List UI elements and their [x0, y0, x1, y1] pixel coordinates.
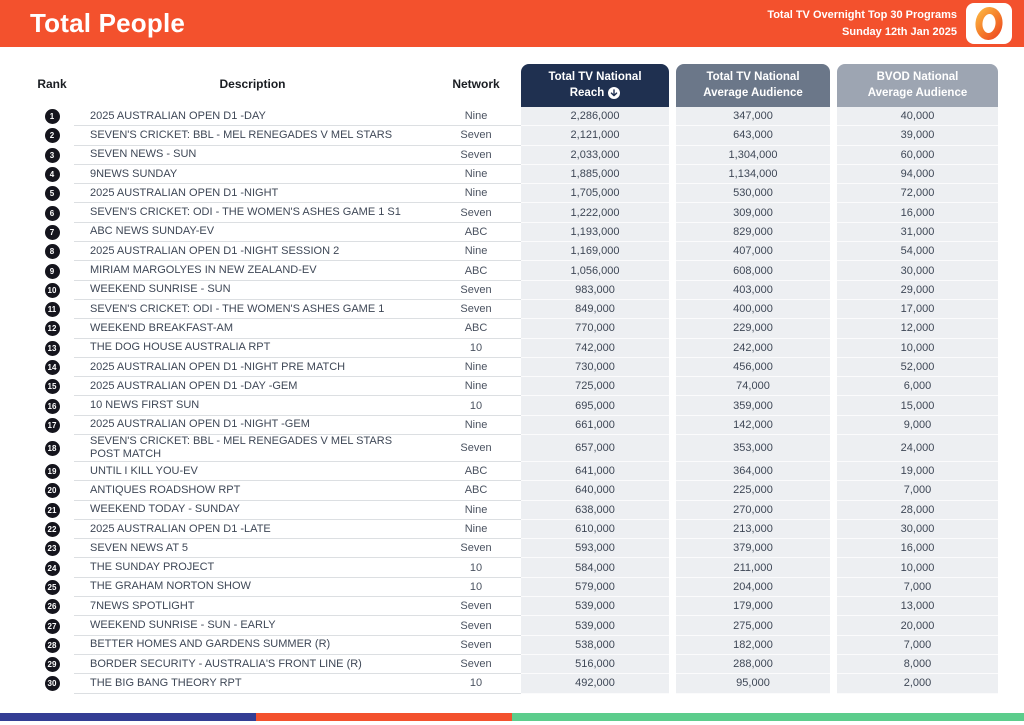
sort-descending-icon[interactable]: [608, 87, 620, 99]
reach-value-cell: 610,000: [521, 520, 669, 539]
rank-badge: 9: [45, 264, 60, 279]
footer-color-bar: [0, 713, 1024, 721]
reach-header-line1: Total TV National: [548, 70, 642, 83]
bvod-audience-value-cell: 7,000: [837, 481, 998, 500]
rank-badge: 18: [45, 441, 60, 456]
table-row: [30, 377, 998, 396]
average-audience-value-cell: 225,000: [676, 481, 830, 500]
table-row: [30, 396, 998, 415]
rank-cell: [30, 636, 74, 655]
table-row: [30, 223, 998, 242]
table-row: [30, 107, 998, 126]
reach-value-cell: 593,000: [521, 539, 669, 558]
network-cell: 10: [431, 674, 521, 693]
description-cell: [74, 539, 431, 558]
rank-cell: [30, 242, 74, 261]
network-cell: 10: [431, 339, 521, 358]
page-title: Total People: [30, 8, 186, 38]
bvod-audience-value-cell: 72,000: [837, 184, 998, 203]
description-cell: [74, 377, 431, 396]
average-audience-value-cell: 643,000: [676, 126, 830, 145]
bvod-audience-value-cell: 10,000: [837, 339, 998, 358]
bvod-audience-value-cell: 39,000: [837, 126, 998, 145]
bvod-audience-value-cell: 9,000: [837, 416, 998, 435]
reach-value-cell: 640,000: [521, 481, 669, 500]
average-audience-value-cell: 179,000: [676, 597, 830, 616]
reach-value-cell: 770,000: [521, 319, 669, 338]
table-row: [30, 203, 998, 222]
program-title: 7NEWS SPOTLIGHT: [90, 599, 195, 612]
average-audience-value-cell: 182,000: [676, 636, 830, 655]
network-cell: ABC: [431, 319, 521, 338]
description-cell: [74, 578, 431, 597]
bvod-audience-value-cell: 17,000: [837, 300, 998, 319]
network-cell: Seven: [431, 203, 521, 222]
reach-value-cell: 849,000: [521, 300, 669, 319]
average-audience-value-cell: 359,000: [676, 396, 830, 415]
column-header-description: Description: [219, 76, 286, 91]
reach-value-cell: 1,169,000: [521, 242, 669, 261]
program-title: ANTIQUES ROADSHOW RPT: [90, 483, 241, 496]
average-audience-value-cell: 142,000: [676, 416, 830, 435]
reach-value-cell: 1,056,000: [521, 261, 669, 280]
description-cell: [74, 396, 431, 415]
average-audience-value-cell: 95,000: [676, 674, 830, 693]
bvod-audience-value-cell: 12,000: [837, 319, 998, 338]
description-cell: [74, 184, 431, 203]
table-row: [30, 655, 998, 674]
table-row: [30, 539, 998, 558]
rank-badge: 19: [45, 464, 60, 479]
table-row: [30, 319, 998, 338]
program-title: WEEKEND TODAY - SUNDAY: [90, 503, 240, 516]
rank-badge: 23: [45, 541, 60, 556]
reach-value-cell: 695,000: [521, 396, 669, 415]
average-audience-value-cell: 74,000: [676, 377, 830, 396]
bvod-audience-value-cell: 30,000: [837, 261, 998, 280]
network-cell: ABC: [431, 261, 521, 280]
bvod-audience-value-cell: 8,000: [837, 655, 998, 674]
network-cell: ABC: [431, 481, 521, 500]
bvod-audience-value-cell: 31,000: [837, 223, 998, 242]
average-audience-value-cell: 204,000: [676, 578, 830, 597]
table-row: [30, 501, 998, 520]
rank-badge: 6: [45, 206, 60, 221]
rank-badge: 27: [45, 619, 60, 634]
average-audience-value-cell: 275,000: [676, 616, 830, 635]
average-audience-value-cell: 407,000: [676, 242, 830, 261]
description-cell: [74, 616, 431, 635]
bvod-audience-value-cell: 28,000: [837, 501, 998, 520]
rank-cell: [30, 300, 74, 319]
network-cell: Nine: [431, 520, 521, 539]
rank-cell: [30, 435, 74, 462]
table-row: [30, 300, 998, 319]
description-cell: [74, 462, 431, 481]
reach-value-cell: 1,705,000: [521, 184, 669, 203]
bvod-header-line2: Average Audience: [867, 86, 968, 99]
program-title: 2025 AUSTRALIAN OPEN D1 -NIGHT: [90, 186, 279, 199]
reach-value-cell: 538,000: [521, 636, 669, 655]
bvod-audience-value-cell: 15,000: [837, 396, 998, 415]
network-cell: Nine: [431, 416, 521, 435]
rank-badge: 1: [45, 109, 60, 124]
description-cell: [74, 223, 431, 242]
program-title: 2025 AUSTRALIAN OPEN D1 -NIGHT SESSION 2: [90, 244, 340, 257]
network-cell: Nine: [431, 107, 521, 126]
average-audience-value-cell: 309,000: [676, 203, 830, 222]
average-audience-value-cell: 242,000: [676, 339, 830, 358]
report-header: [0, 0, 1024, 47]
reach-value-cell: 641,000: [521, 462, 669, 481]
table-header: [30, 60, 998, 107]
rank-cell: [30, 165, 74, 184]
average-audience-value-cell: 1,304,000: [676, 146, 830, 165]
reach-value-cell: 2,121,000: [521, 126, 669, 145]
bvod-audience-value-cell: 94,000: [837, 165, 998, 184]
network-cell: ABC: [431, 223, 521, 242]
average-audience-value-cell: 456,000: [676, 358, 830, 377]
rank-badge: 16: [45, 399, 60, 414]
table-row: [30, 674, 998, 693]
reach-value-cell: 1,193,000: [521, 223, 669, 242]
table-row: [30, 126, 998, 145]
average-audience-value-cell: 829,000: [676, 223, 830, 242]
description-cell: [74, 339, 431, 358]
reach-value-cell: 516,000: [521, 655, 669, 674]
rank-badge: 5: [45, 186, 60, 201]
description-cell: [74, 597, 431, 616]
rank-cell: [30, 481, 74, 500]
average-audience-value-cell: 403,000: [676, 281, 830, 300]
rank-cell: [30, 358, 74, 377]
program-title: SEVEN NEWS AT 5: [90, 541, 189, 554]
program-title: SEVEN'S CRICKET: BBL - MEL RENEGADES V MEL STARS: [90, 128, 393, 141]
program-title: WEEKEND BREAKFAST-AM: [90, 321, 234, 334]
rank-badge: 15: [45, 379, 60, 394]
table-row: [30, 358, 998, 377]
reach-value-cell: 492,000: [521, 674, 669, 693]
reach-value-cell: 638,000: [521, 501, 669, 520]
rank-badge: 26: [45, 599, 60, 614]
rank-cell: [30, 597, 74, 616]
average-audience-value-cell: 608,000: [676, 261, 830, 280]
network-cell: Seven: [431, 616, 521, 635]
reach-value-cell: 1,885,000: [521, 165, 669, 184]
bvod-audience-value-cell: 19,000: [837, 462, 998, 481]
program-title: SEVEN'S CRICKET: ODI - THE WOMEN'S ASHES GAME 1: [90, 302, 385, 315]
bvod-audience-value-cell: 40,000: [837, 107, 998, 126]
rank-badge: 4: [45, 167, 60, 182]
average-audience-value-cell: 229,000: [676, 319, 830, 338]
column-header-network: Network: [452, 76, 500, 91]
report-date: Sunday 12th Jan 2025: [842, 25, 957, 38]
rank-badge: 24: [45, 561, 60, 576]
network-cell: Seven: [431, 597, 521, 616]
table-row: [30, 435, 998, 462]
network-cell: Seven: [431, 300, 521, 319]
oztam-logo: [966, 3, 1012, 44]
reach-value-cell: 579,000: [521, 578, 669, 597]
network-cell: Nine: [431, 358, 521, 377]
description-cell: [74, 520, 431, 539]
footer-bar-blue-segment: [0, 713, 256, 721]
description-cell: [74, 636, 431, 655]
table-row: [30, 597, 998, 616]
rank-cell: [30, 558, 74, 577]
table-row: [30, 146, 998, 165]
network-cell: Seven: [431, 636, 521, 655]
rank-badge: 3: [45, 148, 60, 163]
bvod-audience-value-cell: 7,000: [837, 578, 998, 597]
program-title: 2025 AUSTRALIAN OPEN D1 -NIGHT -GEM: [90, 418, 310, 431]
bvod-header-line1: BVOD National: [876, 70, 959, 83]
rank-cell: [30, 261, 74, 280]
network-cell: Seven: [431, 146, 521, 165]
description-cell: [74, 203, 431, 222]
average-audience-value-cell: 530,000: [676, 184, 830, 203]
average-audience-value-cell: 1,134,000: [676, 165, 830, 184]
program-title: 10 NEWS FIRST SUN: [90, 399, 200, 412]
rank-cell: [30, 520, 74, 539]
table-row: [30, 416, 998, 435]
rank-cell: [30, 146, 74, 165]
reach-value-cell: 2,286,000: [521, 107, 669, 126]
rank-cell: [30, 674, 74, 693]
program-title: BETTER HOMES AND GARDENS SUMMER (R): [90, 638, 331, 651]
average-audience-value-cell: 400,000: [676, 300, 830, 319]
rank-badge: 21: [45, 503, 60, 518]
rank-badge: 29: [45, 657, 60, 672]
table-row: [30, 616, 998, 635]
average-audience-value-cell: 347,000: [676, 107, 830, 126]
rank-badge: 28: [45, 638, 60, 653]
description-cell: [74, 146, 431, 165]
bvod-audience-value-cell: 10,000: [837, 558, 998, 577]
program-title: UNTIL I KILL YOU-EV: [90, 464, 198, 477]
footer-bar-green-segment: [512, 713, 1024, 721]
rank-badge: 30: [45, 676, 60, 691]
program-title: WEEKEND SUNRISE - SUN: [90, 283, 231, 296]
header-right: [767, 3, 1012, 44]
program-title: SEVEN NEWS - SUN: [90, 148, 197, 161]
bvod-audience-value-cell: 20,000: [837, 616, 998, 635]
table-row: [30, 462, 998, 481]
rank-cell: [30, 416, 74, 435]
average-audience-value-cell: 364,000: [676, 462, 830, 481]
table-row: [30, 636, 998, 655]
bvod-audience-value-cell: 54,000: [837, 242, 998, 261]
network-cell: 10: [431, 558, 521, 577]
rank-cell: [30, 655, 74, 674]
rank-cell: [30, 616, 74, 635]
bvod-audience-value-cell: 6,000: [837, 377, 998, 396]
rank-badge: 2: [45, 128, 60, 143]
rank-cell: [30, 203, 74, 222]
bvod-audience-value-cell: 29,000: [837, 281, 998, 300]
description-cell: [74, 300, 431, 319]
program-title: 2025 AUSTRALIAN OPEN D1 -DAY: [90, 109, 266, 122]
reach-value-cell: 539,000: [521, 616, 669, 635]
reach-value-cell: 539,000: [521, 597, 669, 616]
rank-badge: 10: [45, 283, 60, 298]
program-title: THE SUNDAY PROJECT: [90, 561, 215, 574]
table-row: [30, 558, 998, 577]
column-header-bvod-average[interactable]: [837, 64, 998, 107]
program-title: WEEKEND SUNRISE - SUN - EARLY: [90, 619, 276, 632]
rank-cell: [30, 184, 74, 203]
table-row: [30, 520, 998, 539]
column-header-total-tv-reach[interactable]: [521, 64, 669, 107]
program-title: 2025 AUSTRALIAN OPEN D1 -NIGHT PRE MATCH: [90, 360, 346, 373]
rank-cell: [30, 396, 74, 415]
description-cell: [74, 319, 431, 338]
rank-badge: 25: [45, 580, 60, 595]
bvod-audience-value-cell: 7,000: [837, 636, 998, 655]
program-title: THE DOG HOUSE AUSTRALIA RPT: [90, 341, 271, 354]
rank-badge: 13: [45, 341, 60, 356]
network-cell: Seven: [431, 126, 521, 145]
report-body: [0, 60, 1024, 694]
program-title: MIRIAM MARGOLYES IN NEW ZEALAND-EV: [90, 264, 317, 277]
average-audience-value-cell: 353,000: [676, 435, 830, 462]
rank-badge: 22: [45, 522, 60, 537]
reach-value-cell: 730,000: [521, 358, 669, 377]
table-row: [30, 578, 998, 597]
description-cell: [74, 242, 431, 261]
reach-value-cell: 983,000: [521, 281, 669, 300]
reach-value-cell: 1,222,000: [521, 203, 669, 222]
average-audience-value-cell: 288,000: [676, 655, 830, 674]
bvod-audience-value-cell: 24,000: [837, 435, 998, 462]
description-cell: [74, 126, 431, 145]
bvod-audience-value-cell: 16,000: [837, 539, 998, 558]
rank-cell: [30, 319, 74, 338]
rank-cell: [30, 501, 74, 520]
reach-header-line2: Reach: [569, 86, 605, 99]
table-row: [30, 165, 998, 184]
table-row: [30, 261, 998, 280]
average-audience-value-cell: 211,000: [676, 558, 830, 577]
reach-value-cell: 742,000: [521, 339, 669, 358]
program-title: 2025 AUSTRALIAN OPEN D1 -LATE: [90, 522, 271, 535]
network-cell: ABC: [431, 462, 521, 481]
rank-badge: 17: [45, 418, 60, 433]
rank-badge: 14: [45, 360, 60, 375]
network-cell: Nine: [431, 165, 521, 184]
description-cell: [74, 107, 431, 126]
column-header-total-tv-average[interactable]: [676, 64, 830, 107]
bvod-audience-value-cell: 52,000: [837, 358, 998, 377]
network-cell: Seven: [431, 655, 521, 674]
rank-badge: 7: [45, 225, 60, 240]
rank-cell: [30, 281, 74, 300]
rank-badge: 11: [45, 302, 60, 317]
rank-cell: [30, 126, 74, 145]
rank-badge: 20: [45, 483, 60, 498]
bvod-audience-value-cell: 60,000: [837, 146, 998, 165]
rank-cell: [30, 223, 74, 242]
description-cell: [74, 416, 431, 435]
table-body: [30, 107, 998, 694]
rank-cell: [30, 539, 74, 558]
network-cell: Seven: [431, 435, 521, 462]
network-cell: Seven: [431, 281, 521, 300]
description-cell: [74, 674, 431, 693]
description-cell: [74, 655, 431, 674]
network-cell: 10: [431, 396, 521, 415]
average-audience-value-cell: 270,000: [676, 501, 830, 520]
network-cell: 10: [431, 578, 521, 597]
avg-header-line1: Total TV National: [706, 70, 800, 83]
rank-cell: [30, 462, 74, 481]
rank-cell: [30, 578, 74, 597]
description-cell: [74, 558, 431, 577]
reach-value-cell: 584,000: [521, 558, 669, 577]
description-cell: [74, 481, 431, 500]
reach-value-cell: 661,000: [521, 416, 669, 435]
reach-value-cell: 657,000: [521, 435, 669, 462]
program-title: SEVEN'S CRICKET: BBL - MEL RENEGADES V MEL STARS POST MATCH: [90, 435, 393, 461]
network-cell: Nine: [431, 501, 521, 520]
table-row: [30, 184, 998, 203]
rank-badge: 8: [45, 244, 60, 259]
table-row: [30, 481, 998, 500]
bvod-audience-value-cell: 2,000: [837, 674, 998, 693]
column-header-rank: Rank: [37, 76, 67, 91]
program-title: THE GRAHAM NORTON SHOW: [90, 580, 251, 593]
reach-value-cell: 2,033,000: [521, 146, 669, 165]
description-cell: [74, 358, 431, 377]
avg-header-line2: Average Audience: [703, 86, 803, 99]
rank-badge: 12: [45, 321, 60, 336]
footer-bar-orange-segment: [256, 713, 512, 721]
bvod-audience-value-cell: 30,000: [837, 520, 998, 539]
description-cell: [74, 501, 431, 520]
bvod-audience-value-cell: 13,000: [837, 597, 998, 616]
average-audience-value-cell: 379,000: [676, 539, 830, 558]
program-title: 2025 AUSTRALIAN OPEN D1 -DAY -GEM: [90, 379, 298, 392]
rank-cell: [30, 339, 74, 358]
program-title: BORDER SECURITY - AUSTRALIA'S FRONT LINE (R): [90, 657, 362, 670]
network-cell: Seven: [431, 539, 521, 558]
oztam-logo-icon: [972, 7, 1006, 40]
report-subtitle: [767, 7, 957, 40]
network-cell: Nine: [431, 242, 521, 261]
table-row: [30, 242, 998, 261]
network-cell: Nine: [431, 377, 521, 396]
program-title: 9NEWS SUNDAY: [90, 167, 178, 180]
description-cell: [74, 165, 431, 184]
table-row: [30, 281, 998, 300]
program-title: SEVEN'S CRICKET: ODI - THE WOMEN'S ASHES GAME 1 S1: [90, 206, 401, 219]
average-audience-value-cell: 213,000: [676, 520, 830, 539]
rank-cell: [30, 377, 74, 396]
bvod-audience-value-cell: 16,000: [837, 203, 998, 222]
description-cell: [74, 435, 431, 462]
program-title: THE BIG BANG THEORY RPT: [90, 676, 242, 689]
program-title: ABC NEWS SUNDAY-EV: [90, 225, 215, 238]
description-cell: [74, 281, 431, 300]
reach-value-cell: 725,000: [521, 377, 669, 396]
table-row: [30, 339, 998, 358]
network-cell: Nine: [431, 184, 521, 203]
description-cell: [74, 261, 431, 280]
rank-cell: [30, 107, 74, 126]
report-subtitle-line: Total TV Overnight Top 30 Programs: [767, 9, 957, 21]
